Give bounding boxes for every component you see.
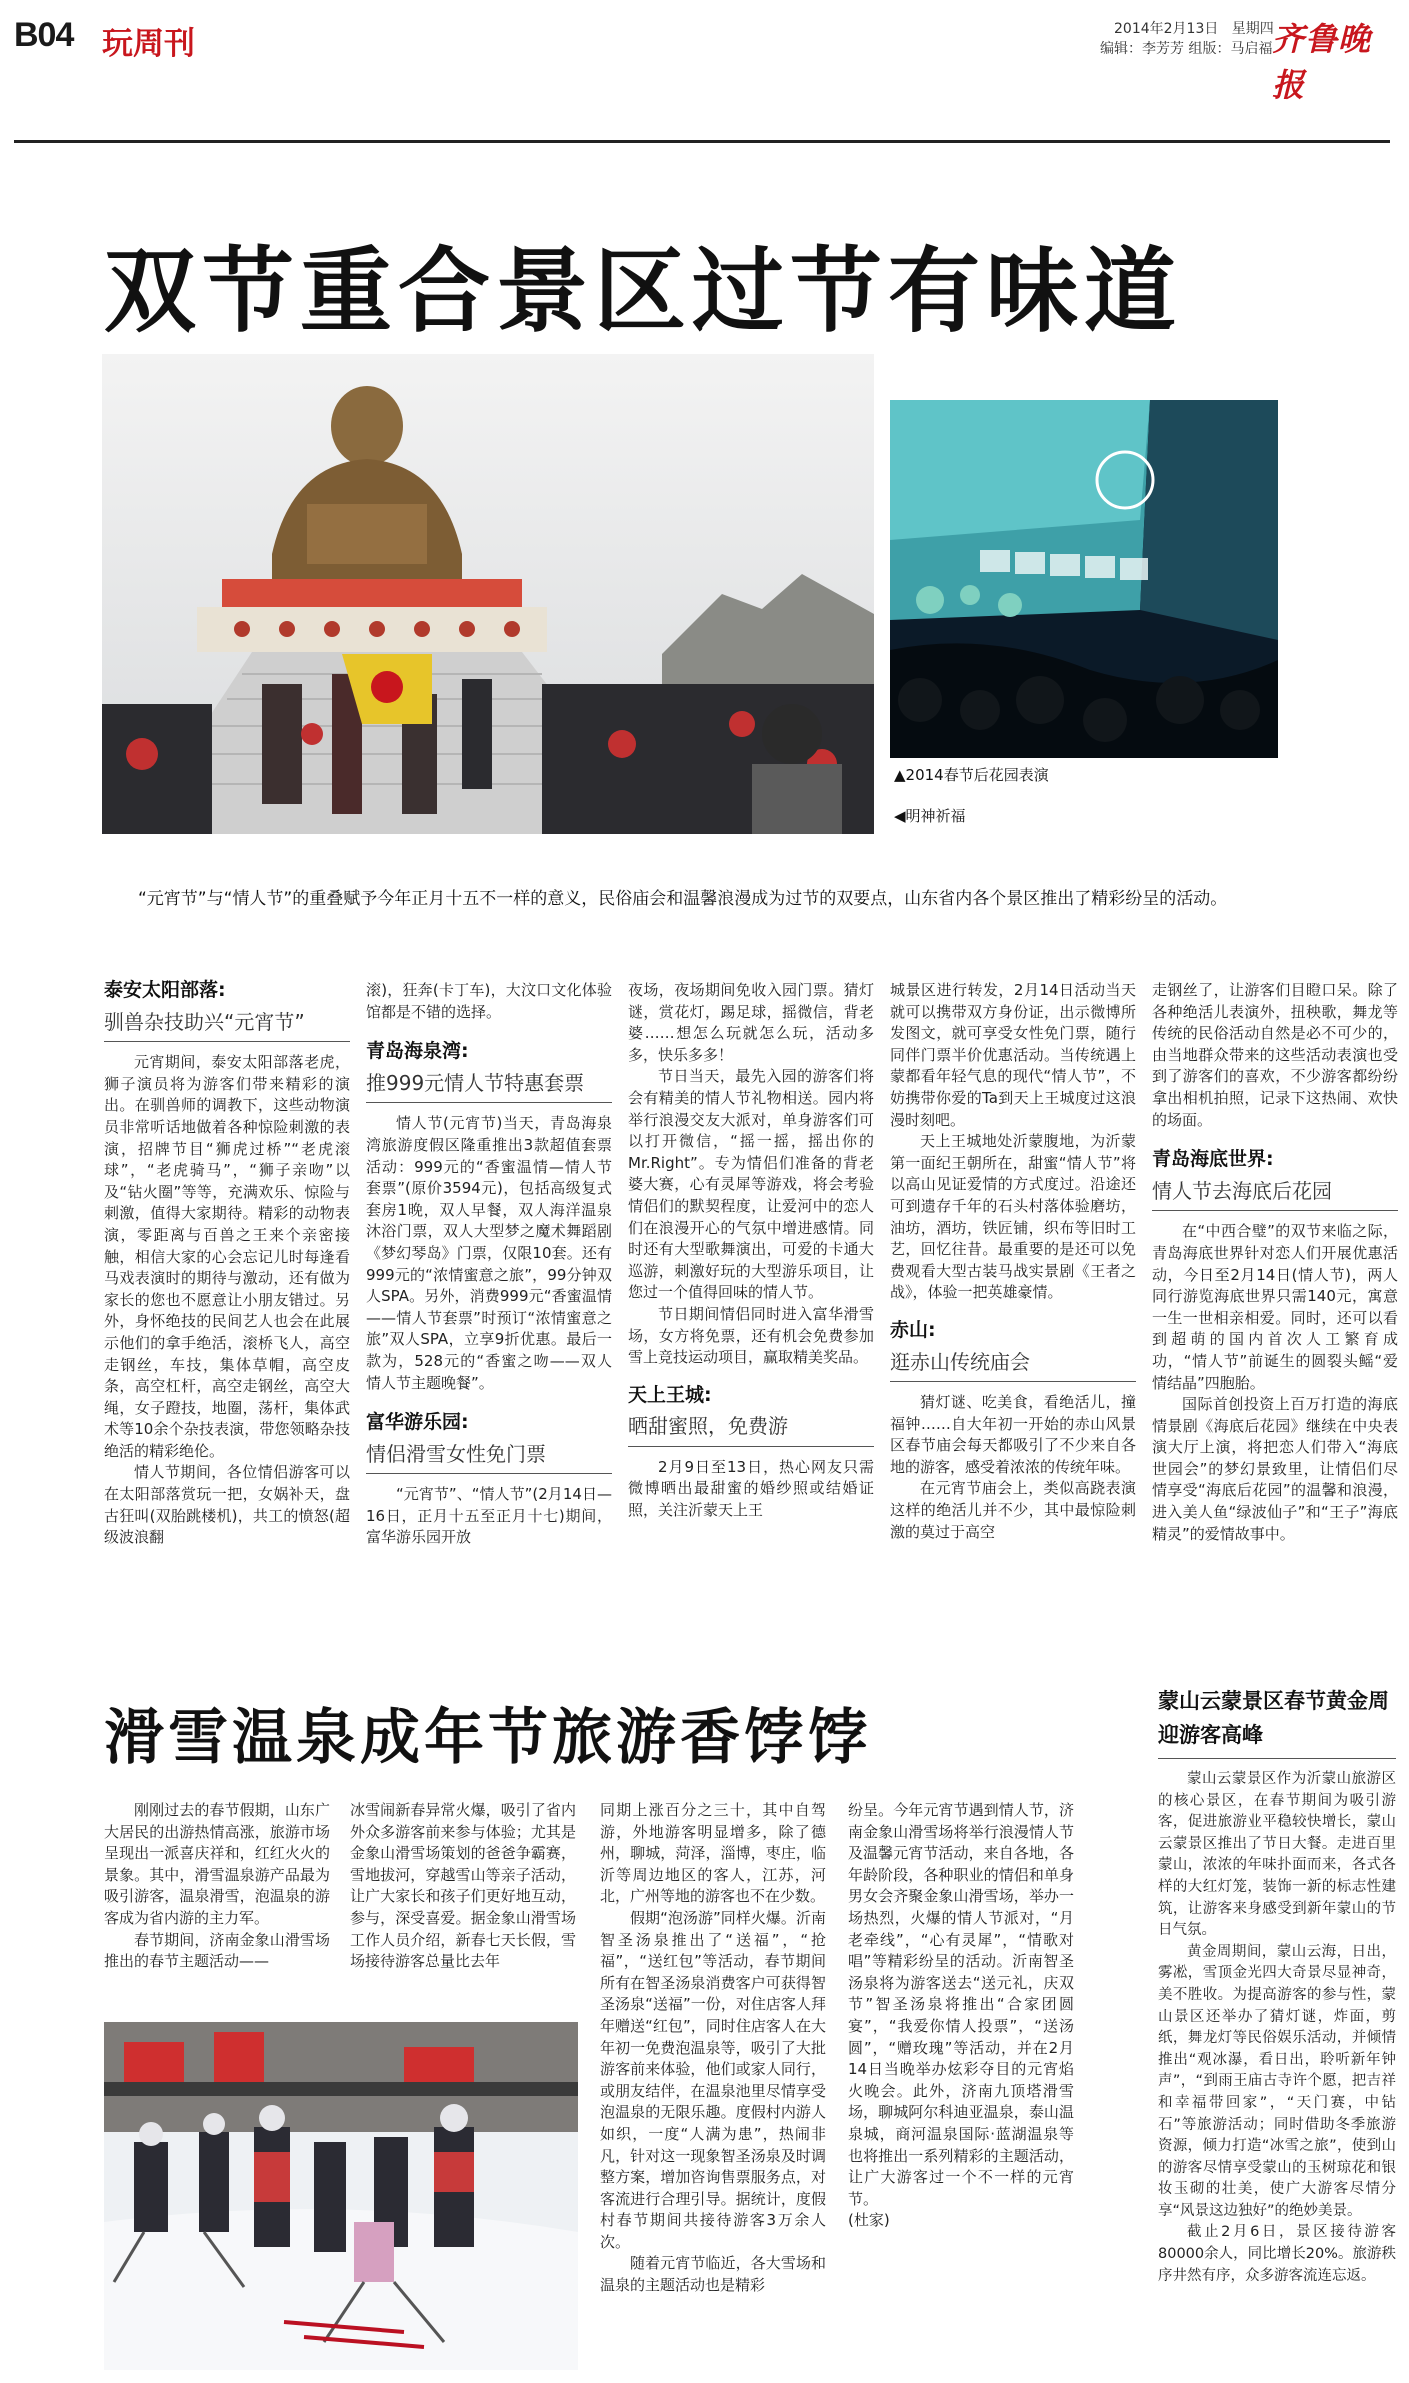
paragraph: 猜灯谜、吃美食，看绝活儿，撞福钟……自大年初一开始的赤山风景区春节庙会每天都吸引了不少来自各地的游客，感受着浓浓的传统年味。 xyxy=(890,1393,1136,1476)
article-column-1 xyxy=(104,980,350,1549)
paragraph: 天上王城地处沂蒙腹地，为沂蒙第一面纪王朝所在，甜蜜“情人节”将以高山见证爱情的方式度过。沿途还可到遗存千年的石头村落体验磨坊，油坊，酒坊，铁匠铺，织布等旧时工艺，回忆往昔。最重要的是还可以免费观看大型古装马战实景剧《王者之战》，体验一把英雄豪情。 xyxy=(890,1132,1136,1302)
paragraph: 黄金周期间，蒙山云海，日出，雾凇，雪顶金光四大奇景尽显神奇，美不胜收。为提高游客的参与性，蒙山景区还举办了猜灯谜，炸面，剪纸，舞龙灯等民俗娱乐活动，并倾情推出“观冰瀑，看日出，聆听新年钟声”，“到雨王庙古寺许个愿，把吉祥和幸福带回家”，“天门赛，中钻石”等旅游活动；同时借助冬季旅游资源，倾力打造“冰雪之旅”，使到山的游客尽情享受蒙山的玉树琼花和银妆玉砌的壮美，使广大游客尽情分享“风景这边独好”的绝妙美景。 xyxy=(1158,1943,1396,2219)
article-column-4 xyxy=(890,980,1136,1543)
paragraph: 随着元宵节临近，各大雪场和温泉的主题活动也是精彩 xyxy=(600,2254,826,2295)
kicker-qingdao-haiquanwan: 青岛海泉湾: xyxy=(366,1040,469,1063)
paragraph: 情人节期间，各位情侣游客可以在太阳部落赏玩一把，女娲补天，盘古狂叫(双胎跳楼机)，共工的愤怒(超级波浪翻 xyxy=(104,1463,350,1547)
subhead-taian: 驯兽杂技助兴“元宵节” xyxy=(104,1012,350,1043)
paragraph: 刚刚过去的春节假期，山东广大居民的出游热情高涨，旅游市场呈现出一派喜庆祥和，红红火火的景象。其中，滑雪温泉游产品最为吸引游客，温泉滑雪，泡温泉的游客成为省内游的主力军。 xyxy=(104,1801,330,1927)
paragraph: 节日当天，最先入园的游客们将会有精美的情人节礼物相送。园内将举行浪漫交友大派对，单身游客们可以打开微信，“摇一摇，摇出你的Mr.Right”。专为情侣们准备的背老婆大赛，心有灵犀等游戏，将会考验情侣们的默契程度，让爱河中的恋人们在浪漫开心的气氛中增进感情。同时还有大型歌舞演出，可爱的卡通大巡游，刺激好玩的大型游乐项目，让您过一个值得回味的情人节。 xyxy=(628,1067,874,1302)
caption-aquarium: ▲2014春节后花园表演 xyxy=(894,766,1049,784)
paragraph: 情人节(元宵节)当天，青岛海泉湾旅游度假区隆重推出3款超值套票活动：999元的“香蜜温情—情人节套票”(原价3594元)，包括高级复式套房1晚，双人早餐，双人海洋温泉沐浴门票，双人大型梦之魔术舞蹈剧《梦幻琴岛》门票，仅限10套。还有999元的“浓情蜜意之旅”，99分钟双人SPA。另外，消费999元“香蜜温情——情人节套票”时预订“浓情蜜意之旅”双人SPA，立享9折优惠。最后一款为，528元的“香蜜之吻——双人情人节主题晚餐”。 xyxy=(366,1114,612,1392)
ski-column-4 xyxy=(848,1800,1074,2232)
article-column-2 xyxy=(366,980,612,1549)
issue-date: 2014年2月13日 xyxy=(1114,21,1219,37)
issue-weekday: 星期四 xyxy=(1231,21,1274,37)
caption-buddha: ◀明神祈福 xyxy=(894,807,966,825)
paragraph: 国际首创投资上百万打造的海底情景剧《海底后花园》继续在中央表演大厅上演，将把恋人们带入“海底世园会”的梦幻景致里，让情侣们尽情享受“海底后花园”的温馨和浪漫，进入美人鱼“绿波仙子”和“王子”海底精灵”的爱情故事中。 xyxy=(1152,1395,1398,1543)
ski-column-3 xyxy=(600,1800,826,2297)
masthead xyxy=(14,14,1394,104)
photo-aquarium-show xyxy=(890,400,1278,758)
paragraph: 夜场，夜场期间免收入园门票。猜灯谜，赏花灯，踢足球，摇微信，背老婆……想怎么玩就怎么玩，活动多多，快乐多多！ xyxy=(628,981,874,1064)
paragraph: 城景区进行转发，2月14日活动当天就可以携带双方身份证，出示微博所发图文，就可享受女性免门票，随行同伴门票半价优惠活动。当传统遇上蒙都看年轻气息的现代“情人节”，不妨携带你爱的Ta到天上王城度过这浪漫时刻吧。 xyxy=(890,981,1136,1129)
paragraph: 在“中西合璧”的双节来临之际，青岛海底世界针对恋人们开展优惠活动，今日至2月14日(情人节)，两人同行游览海底世界只需140元，寓意一生一世相亲相爱。同时，还可以看到超萌的国内首次人工繁育成功，“情人节”前诞生的圆裂头鳐“爱情结晶”四胞胎。 xyxy=(1152,1222,1398,1392)
paragraph: 2月9日至13日，热心网友只需微博晒出最甜蜜的婚纱照或结婚证照，关注沂蒙天上王 xyxy=(628,1457,874,1520)
page-number: B04 xyxy=(14,16,74,54)
paragraph: 春节期间，济南金象山滑雪场推出的春节主题活动—— xyxy=(104,1930,330,1971)
header-rule xyxy=(14,140,1390,143)
newspaper-logo: 齐鲁晚报 xyxy=(1272,20,1372,104)
paragraph: 滚)，狂奔(卡丁车)，大汶口文化体验馆都是不错的选择。 xyxy=(366,981,612,1021)
subhead-tianshang-wangcheng: 晒甜蜜照，免费游 xyxy=(628,1416,874,1447)
paragraph: 同期上涨百分之三十，其中自驾游，外地游客明显增多，除了德州，聊城，菏泽，淄博，枣庄，临沂等周边地区的客人，江苏，河北，广州等地的游客也不在少数。 xyxy=(600,1801,826,1906)
subhead-fuhua: 情侣滑雪女性免门票 xyxy=(366,1444,612,1475)
ski-column-2 xyxy=(350,1800,576,1973)
date-line xyxy=(1114,18,1274,38)
paragraph: 冰雪闹新春异常火爆，吸引了省内外众多游客前来参与体验；尤其是金象山滑雪场策划的爸爸争霸赛，雪地拔河，穿越雪山等亲子活动，让广大家长和孩子们更好地互动，参与，深受喜爱。据金象山滑雪场工作人员介绍，新春七天长假，雪场接待游客总量比去年 xyxy=(350,1801,576,1971)
subhead-qingdao-underwater: 情人节去海底后花园 xyxy=(1152,1181,1398,1212)
section-name: 玩周刊 xyxy=(102,26,195,62)
paragraph: 截止2月6日，景区接待游客80000余人，同比增长20%。旅游秩序井然有序，众多游客流连忘返。 xyxy=(1158,2224,1396,2284)
paragraph: 纷呈。今年元宵节遇到情人节，济南金象山滑雪场将举行浪漫情人节及温馨元宵节活动，来自各地，各年龄阶段，各种职业的情侣和单身男女会齐聚金象山滑雪场，举办一场热烈，火爆的情人节派对，“月老牵线”，“心有灵犀”，“情歌对唱”等精彩纷呈的活动。沂南智圣汤泉将为游客送去“送元礼，庆双节”智圣汤泉将推出“合家团圆宴”，“我爱你情人投票”，“送汤圆”，“赠玫瑰”等活动，并在2月14日当晚举办炫彩夺目的元宵焰火晚会。此外，济南九顶塔滑雪场，聊城阿尔科迪亚温泉，泰山温泉城，商河温泉国际·蓝湖温泉等也将推出一系列精彩的主题活动，让广大游客过一个不一样的元宵节。 xyxy=(848,1801,1074,2208)
kicker-chishan: 赤山: xyxy=(890,1318,936,1341)
sidebar-mengshan xyxy=(1158,1684,1396,2287)
sidebar-title: 蒙山云蒙景区春节黄金周迎游客高峰 xyxy=(1158,1684,1396,1759)
headline-main: 双节重合景区过节有味道 xyxy=(104,238,1183,345)
paragraph: “元宵节”、“情人节”(2月14日—16日，正月十五至正月十七)期间，富华游乐园开放 xyxy=(366,1485,612,1547)
lead-paragraph: “元宵节”与“情人节”的重叠赋予今年正月十五不一样的意义，民俗庙会和温馨浪漫成为过节的双要点，山东省内各个景区推出了精彩纷呈的活动。 xyxy=(138,889,1228,909)
subhead-qingdao-haiquanwan: 推999元情人节特惠套票 xyxy=(366,1073,612,1104)
article-column-3 xyxy=(628,980,874,1522)
paragraph: 元宵期间，泰安太阳部落老虎，狮子演员将为游客们带来精彩的演出。在驯兽师的调教下，这些动物演员非常听话地做着各种惊险刺激的表演，招牌节目“狮虎过桥”“老虎滚球”，“老虎骑马”，“狮子亲吻”以及“钻火圈”等等，充满欢乐、惊险与刺激，值得大家期待。精彩的动物表演，零距离与百兽之王来个亲密接触，相信大家的心会忘记儿时每逢看马戏表演时的期待与激动，还有做为家长的您也不愿意让小朋友错过。另外，身怀绝技的民间艺人也会在此展示他们的拿手绝活，滚桥飞人，高空走钢丝，车技，集体草帽，高空皮条，高空杠杆，高空走钢丝，高空大绳，女子蹬技，地圈，荡杆，集体武术等10余个杂技表演，带您领略杂技绝活的精彩绝伦。 xyxy=(104,1053,350,1460)
kicker-fuhua: 富华游乐园: xyxy=(366,1411,469,1434)
kicker-qingdao-underwater: 青岛海底世界: xyxy=(1152,1148,1274,1171)
article-column-5 xyxy=(1152,980,1398,1545)
paragraph: 蒙山云蒙景区作为沂蒙山旅游区的核心景区，在春节期间为吸引游客，促进旅游业平稳较快增长，蒙山云蒙景区推出了节日大餐。走进百里蒙山，浓浓的年味扑面而来，各式各样的大红灯笼，装饰一新的标志性建筑，让游客来身感受到新年蒙山的节日气氛。 xyxy=(1158,1771,1396,1939)
subhead-chishan: 逛赤山传统庙会 xyxy=(890,1352,1136,1383)
paragraph: 在元宵节庙会上，类似高跷表演这样的绝活儿并不少，其中最惊险刺激的莫过于高空 xyxy=(890,1479,1136,1541)
ski-column-1 xyxy=(104,1800,330,1973)
paragraph: 走钢丝了，让游客们目瞪口呆。除了各种绝活儿表演外，扭秧歌，舞龙等传统的民俗活动自然是必不可少的，由当地群众带来的这些活动表演也受到了游客们的喜欢，不少游客都纷纷拿出相机拍照，记录下这热闹、欢快的场面。 xyxy=(1152,981,1398,1129)
photo-buddha-crowd xyxy=(102,354,874,834)
headline-ski-hotspring: 滑雪温泉成年节旅游香饽饽 xyxy=(104,1703,872,1773)
editor-line: 编辑：李芳芳 组版：马启福 xyxy=(1100,41,1273,57)
byline: (杜家) xyxy=(848,2211,890,2230)
kicker-taian: 泰安太阳部落: xyxy=(104,979,226,1001)
kicker-tianshang-wangcheng: 天上王城: xyxy=(628,1383,712,1406)
paragraph: 假期“泡汤游”同样火爆。沂南智圣汤泉推出了“送福”，“抢福”，“送红包”等活动，春节期间所有在智圣汤泉消费客户可获得智圣汤泉“送福”一份，对住店客人拜年赠送“红包”，同时住店客人在大年初一免费泡温泉等，吸引了大批游客前来体验，他们或家人同行，或朋友结伴，在温泉池里尽情享受泡温泉的无限乐趣。度假村内游人如织，一度“人满为患”，热闹非凡，针对这一现象智圣汤泉及时调整方案，增加咨询售票服务点，对客流进行合理引导。据统计，度假村春节期间共接待游客3万余人次。 xyxy=(600,1908,826,2251)
photo-ski-resort xyxy=(104,2022,578,2370)
paragraph: 节日期间情侣同时进入富华滑雪场，女方将免票，还有机会免费参加雪上竞技运动项目，赢取精美奖品。 xyxy=(628,1304,874,1367)
